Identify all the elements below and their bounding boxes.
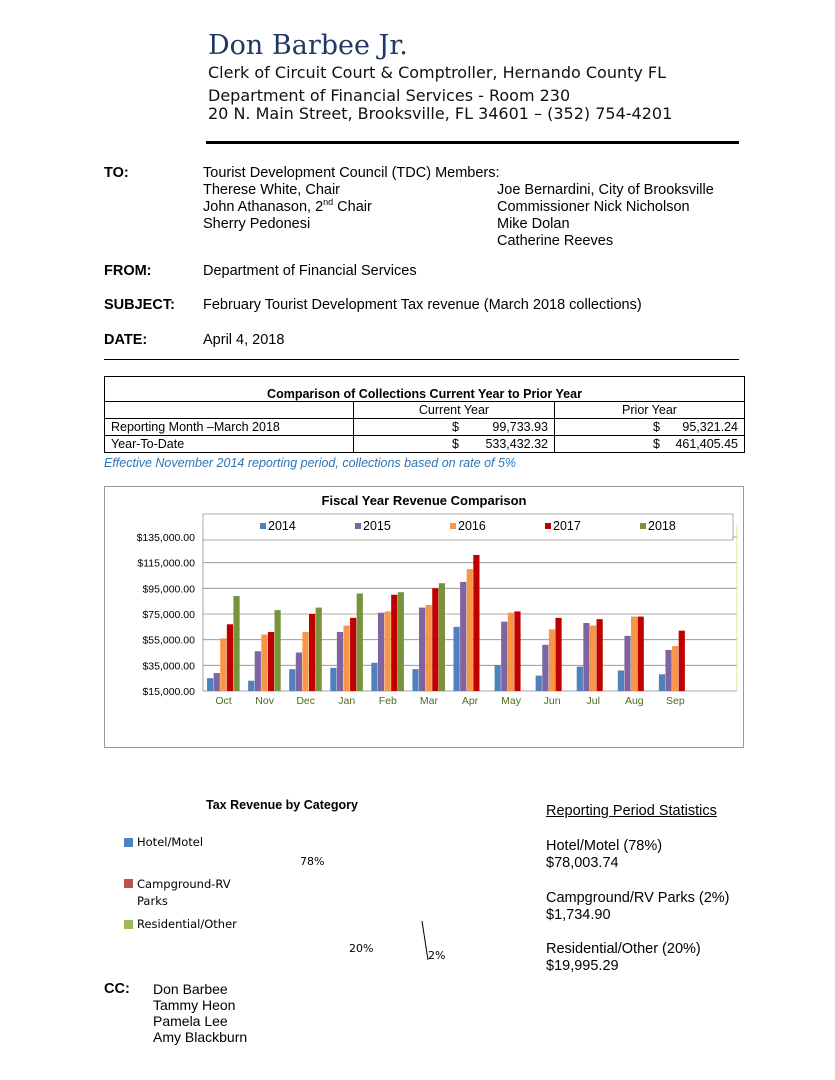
campground-swatch: [124, 879, 133, 888]
x-tick-label: Apr: [461, 695, 479, 707]
bar-2017-dec: [309, 614, 315, 691]
bar-2017-mar: [432, 588, 438, 691]
hotel-motel-swatch: [124, 838, 133, 847]
comparison-table: [104, 376, 745, 453]
bar-2014-sep: [659, 674, 665, 691]
x-tick-label: Jul: [586, 695, 600, 707]
cc-name: Tammy Heon: [153, 997, 236, 1013]
y-tick-label: $15,000.00: [142, 686, 195, 698]
bar-2016-jun: [549, 629, 555, 691]
x-tick-label: Aug: [624, 695, 644, 707]
stat-hotel-label: Hotel/Motel (78%): [546, 838, 663, 854]
bar-2015-may: [501, 622, 507, 691]
bar-2017-feb: [391, 595, 397, 691]
x-tick-label: Dec: [296, 695, 316, 707]
x-tick-label: Oct: [215, 695, 232, 707]
bar-2014-mar: [412, 669, 418, 691]
pie-leader-line: [418, 918, 432, 964]
to-label: TO:: [104, 165, 129, 181]
member-second-chair: John Athanason, 2nd Chair: [203, 197, 372, 215]
bar-2016-dec: [302, 632, 308, 691]
legend-label-2014: 2014: [268, 519, 296, 533]
prior-value: $ 95,321.24: [555, 419, 745, 436]
bar-2017-jan: [350, 618, 356, 691]
rate-note: Effective November 2014 reporting period, collections based on rate of 5%: [104, 456, 517, 470]
bar-2015-aug: [624, 636, 630, 691]
x-tick-label: May: [501, 695, 521, 707]
cc-name: Don Barbee: [153, 981, 228, 997]
bar-2018-dec: [316, 608, 322, 691]
column-prior-year: Prior Year: [555, 402, 745, 419]
bar-2016-jul: [590, 626, 596, 691]
cc-name: Pamela Lee: [153, 1013, 228, 1029]
bar-2014-may: [495, 665, 501, 691]
legend-swatch-2018: [640, 523, 646, 529]
bar-2017-nov: [268, 632, 274, 691]
member-pedonesi: Sherry Pedonesi: [203, 216, 311, 232]
column-current-year: Current Year: [354, 402, 555, 419]
current-value: $ 533,432.32: [354, 436, 555, 453]
chart-title: Fiscal Year Revenue Comparison: [321, 493, 527, 508]
subject-label: SUBJECT:: [104, 297, 175, 313]
bar-2017-aug: [638, 617, 644, 691]
bar-2016-jan: [343, 626, 349, 691]
table-row: [105, 419, 745, 436]
y-tick-label: $135,000.00: [136, 532, 195, 544]
stat-campground-label: Campground/RV Parks (2%): [546, 890, 730, 906]
letterhead-rule: [206, 141, 739, 144]
legend-label-2016: 2016: [458, 519, 486, 533]
pie-title: Tax Revenue by Category: [206, 798, 358, 812]
y-tick-label: $95,000.00: [142, 583, 195, 596]
cc-label: CC:: [104, 981, 130, 997]
member-chair: Therese White, Chair: [203, 182, 340, 198]
pie-label-residential: 20%: [349, 942, 374, 955]
bar-2014-jan: [330, 668, 336, 691]
legend-swatch-2015: [355, 523, 361, 529]
bar-2016-nov: [261, 635, 267, 691]
bar-2016-feb: [385, 611, 391, 691]
date-value: April 4, 2018: [203, 332, 285, 348]
memo-divider: [104, 359, 739, 360]
y-tick-label: $35,000.00: [142, 660, 195, 673]
stat-residential-value: $19,995.29: [546, 958, 619, 974]
bar-2016-mar: [426, 605, 432, 691]
legend-hotel-motel: Hotel/Motel: [124, 835, 203, 849]
bar-chart-svg: [105, 487, 743, 747]
revenue-chart: [104, 486, 744, 748]
letterhead-address: 20 N. Main Street, Brooksville, FL 34601 – (352) 754-4201: [208, 104, 673, 123]
bar-2016-aug: [631, 617, 637, 691]
bar-2017-sep: [679, 631, 685, 691]
member-reeves: Catherine Reeves: [497, 233, 614, 249]
bar-2018-jan: [357, 593, 363, 691]
date-label: DATE:: [104, 332, 148, 348]
x-tick-label: Jun: [543, 695, 561, 707]
residential-swatch: [124, 920, 133, 929]
bar-2015-jun: [542, 645, 548, 691]
bar-2014-feb: [371, 663, 377, 691]
bar-2017-oct: [227, 624, 233, 691]
from-label: FROM:: [104, 263, 152, 279]
member-bernardini: Joe Bernardini, City of Brooksville: [497, 182, 714, 198]
legend-label-2017: 2017: [553, 519, 581, 533]
x-tick-label: Jan: [338, 695, 356, 707]
legend-label-2018: 2018: [648, 519, 676, 533]
legend-residential: Residential/Other: [124, 917, 237, 931]
bar-2018-feb: [398, 592, 404, 691]
bar-2014-oct: [207, 678, 213, 691]
row-label: Year-To-Date: [105, 436, 354, 453]
x-tick-label: Feb: [378, 695, 397, 707]
pie-label-hotel: 78%: [300, 855, 325, 868]
legend-label-2015: 2015: [363, 519, 391, 533]
y-tick-label: $115,000.00: [137, 557, 195, 570]
bar-2016-apr: [467, 569, 473, 691]
x-tick-label: Sep: [666, 695, 685, 707]
member-dolan: Mike Dolan: [497, 216, 570, 232]
letterhead-department: Department of Financial Services - Room 230: [208, 86, 571, 105]
bar-2015-dec: [296, 653, 302, 692]
legend-swatch-2017: [545, 523, 551, 529]
stat-campground-value: $1,734.90: [546, 907, 611, 923]
y-tick-label: $55,000.00: [142, 634, 195, 647]
letterhead-title: Clerk of Circuit Court & Comptroller, Hernando County FL: [208, 63, 667, 82]
stats-heading: Reporting Period Statistics: [546, 803, 717, 819]
subject-value: February Tourist Development Tax revenue (March 2018 collections): [203, 297, 642, 313]
bar-2015-feb: [378, 613, 384, 691]
table-row: [105, 436, 745, 453]
from-value: Department of Financial Services: [203, 263, 417, 279]
bar-2014-jun: [536, 676, 542, 691]
cc-name: Amy Blackburn: [153, 1029, 248, 1045]
comparison-blank-cell: [105, 402, 354, 419]
stat-hotel-value: $78,003.74: [546, 855, 619, 871]
bar-2018-nov: [275, 610, 281, 691]
bar-2016-may: [508, 613, 514, 691]
bar-2015-oct: [214, 673, 220, 691]
comparison-title: Comparison of Collections Current Year to Prior Year: [105, 377, 745, 402]
bar-2014-aug: [618, 670, 624, 691]
to-heading: Tourist Development Council (TDC) Members:: [203, 165, 500, 181]
current-value: $ 99,733.93: [354, 419, 555, 436]
bar-2014-apr: [454, 627, 460, 691]
bar-2015-jan: [337, 632, 343, 691]
member-nicholson: Commissioner Nick Nicholson: [497, 199, 690, 215]
y-tick-label: $75,000.00: [142, 609, 195, 621]
bar-2016-sep: [672, 646, 678, 691]
legend-swatch-2014: [260, 523, 266, 529]
bar-2017-jun: [555, 618, 561, 691]
bar-2017-may: [514, 611, 520, 691]
bar-2018-mar: [439, 583, 445, 691]
bar-2014-jul: [577, 667, 583, 691]
bar-2015-mar: [419, 608, 425, 691]
bar-2014-nov: [248, 681, 254, 691]
stat-residential-label: Residential/Other (20%): [546, 941, 701, 957]
bar-2015-jul: [583, 623, 589, 691]
bar-2017-apr: [473, 555, 479, 691]
bar-2015-apr: [460, 582, 466, 691]
letterhead-name: Don Barbee Jr.: [208, 30, 408, 61]
bar-2014-dec: [289, 669, 295, 691]
bar-2016-oct: [220, 638, 226, 691]
legend-swatch-2016: [450, 523, 456, 529]
row-label: Reporting Month –March 2018: [105, 419, 354, 436]
bar-2015-nov: [255, 651, 261, 691]
bar-2018-oct: [233, 596, 239, 691]
bar-2015-sep: [665, 650, 671, 691]
bar-2017-jul: [597, 619, 603, 691]
legend-campground: Campground-RV Parks: [124, 876, 244, 910]
pie-label-campground: 2%: [428, 949, 446, 962]
x-tick-label: Mar: [419, 695, 438, 707]
prior-value: $ 461,405.45: [555, 436, 745, 453]
x-tick-label: Nov: [255, 695, 274, 707]
